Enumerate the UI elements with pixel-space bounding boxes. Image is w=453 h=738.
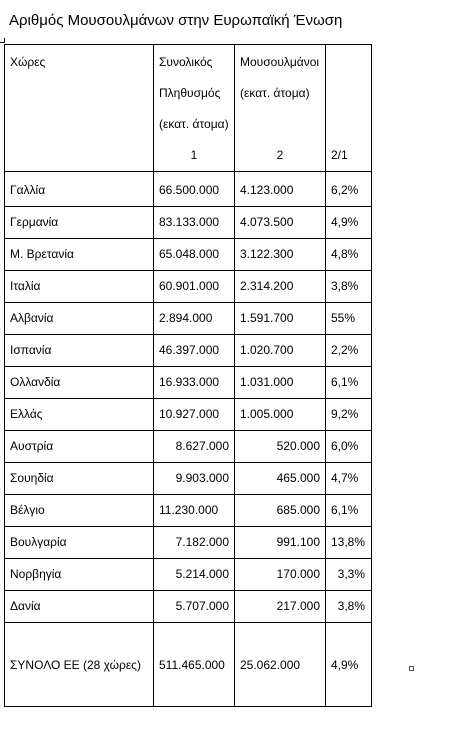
cell-population: 60.901.000 bbox=[154, 271, 235, 303]
table-row bbox=[5, 495, 372, 527]
cell-muslims: 991.100 bbox=[235, 527, 326, 559]
cell-muslims: 685.000 bbox=[235, 495, 326, 527]
cell-muslims: 4.123.000 bbox=[235, 172, 326, 207]
cell-total-label: ΣΥΝΟΛΟ ΕΕ (28 χώρες) bbox=[5, 623, 154, 707]
header-population-line1: Συνολικός bbox=[159, 55, 213, 69]
cell-ratio: 4,8% bbox=[326, 239, 372, 271]
cell-country: Βουλγαρία bbox=[5, 527, 154, 559]
cell-population: 7.182.000 bbox=[154, 527, 235, 559]
cell-muslims: 4.073.500 bbox=[235, 207, 326, 239]
table-row bbox=[5, 431, 372, 463]
cell-ratio: 6,1% bbox=[326, 495, 372, 527]
cell-ratio: 55% bbox=[326, 303, 372, 335]
header-country bbox=[5, 45, 154, 172]
header-ratio bbox=[326, 45, 372, 172]
cell-population: 9.903.000 bbox=[154, 463, 235, 495]
cell-country: Δανία bbox=[5, 591, 154, 623]
cell-ratio: 6,2% bbox=[326, 172, 372, 207]
header-muslims-index: 2 bbox=[276, 148, 284, 162]
cell-total-ratio: 4,9% bbox=[326, 623, 372, 707]
cell-muslims: 1.020.700 bbox=[235, 335, 326, 367]
cell-country: Αυστρία bbox=[5, 431, 154, 463]
cell-country: Ελλάς bbox=[5, 399, 154, 431]
table-move-handle[interactable] bbox=[0, 38, 5, 43]
header-country-label: Χώρες bbox=[10, 55, 46, 69]
cell-ratio: 4,7% bbox=[326, 463, 372, 495]
cell-ratio: 9,2% bbox=[326, 399, 372, 431]
cell-total-population: 511.465.000 bbox=[154, 623, 235, 707]
cell-muslims: 3.122.300 bbox=[235, 239, 326, 271]
cell-muslims: 465.000 bbox=[235, 463, 326, 495]
table-row bbox=[5, 335, 372, 367]
table-row bbox=[5, 172, 372, 207]
cell-muslims: 520.000 bbox=[235, 431, 326, 463]
cell-country: Νορβηγία bbox=[5, 559, 154, 591]
cell-ratio: 3,8% bbox=[326, 271, 372, 303]
cell-population: 10.927.000 bbox=[154, 399, 235, 431]
header-ratio-label: 2/1 bbox=[331, 148, 348, 162]
document-title: Αριθμός Μουσουλμάνων στην Ευρωπαϊκή Ένωση bbox=[9, 12, 343, 29]
cell-country: Ισπανία bbox=[5, 335, 154, 367]
cell-country: Ιταλία bbox=[5, 271, 154, 303]
cell-country: Γερμανία bbox=[5, 207, 154, 239]
cell-population: 16.933.000 bbox=[154, 367, 235, 399]
header-muslims bbox=[235, 45, 326, 172]
cell-population: 46.397.000 bbox=[154, 335, 235, 367]
cell-country: Σουηδία bbox=[5, 463, 154, 495]
cell-muslims: 170.000 bbox=[235, 559, 326, 591]
cell-ratio: 13,8% bbox=[326, 527, 372, 559]
table-row bbox=[5, 239, 372, 271]
cell-population: 83.133.000 bbox=[154, 207, 235, 239]
cell-ratio: 3,3% bbox=[326, 559, 372, 591]
cell-population: 5.214.000 bbox=[154, 559, 235, 591]
cell-population: 5.707.000 bbox=[154, 591, 235, 623]
cell-muslims: 1.005.000 bbox=[235, 399, 326, 431]
table-header-row bbox=[5, 45, 372, 172]
header-population-line2: Πληθυσμός bbox=[159, 86, 221, 100]
header-population-line3: (εκατ. άτομα) bbox=[159, 117, 229, 131]
cell-population: 8.627.000 bbox=[154, 431, 235, 463]
muslim-population-table bbox=[4, 44, 372, 707]
table-resize-handle[interactable] bbox=[409, 666, 414, 671]
cell-country: Μ. Βρετανία bbox=[5, 239, 154, 271]
cell-ratio: 3,8% bbox=[326, 591, 372, 623]
table-row bbox=[5, 463, 372, 495]
cell-ratio: 4,9% bbox=[326, 207, 372, 239]
cell-total-muslims: 25.062.000 bbox=[235, 623, 326, 707]
table-total-row bbox=[5, 623, 372, 707]
header-muslims-line2: (εκατ. άτομα) bbox=[240, 86, 310, 100]
cell-country: Ολλανδία bbox=[5, 367, 154, 399]
cell-country: Γαλλία bbox=[5, 172, 154, 207]
table-row bbox=[5, 271, 372, 303]
table-row bbox=[5, 559, 372, 591]
cell-population: 2.894.000 bbox=[154, 303, 235, 335]
cell-population: 65.048.000 bbox=[154, 239, 235, 271]
cell-ratio: 2,2% bbox=[326, 335, 372, 367]
table-row bbox=[5, 207, 372, 239]
table-row bbox=[5, 527, 372, 559]
cell-ratio: 6,0% bbox=[326, 431, 372, 463]
cell-ratio: 6,1% bbox=[326, 367, 372, 399]
header-population-index: 1 bbox=[190, 148, 198, 162]
cell-muslims: 217.000 bbox=[235, 591, 326, 623]
table-row bbox=[5, 303, 372, 335]
cell-population: 66.500.000 bbox=[154, 172, 235, 207]
cell-muslims: 1.591.700 bbox=[235, 303, 326, 335]
table-row bbox=[5, 591, 372, 623]
header-muslims-line1: Μουσουλμάνοι bbox=[240, 55, 320, 69]
cell-country: Αλβανία bbox=[5, 303, 154, 335]
header-population bbox=[154, 45, 235, 172]
table-row bbox=[5, 399, 372, 431]
table-row bbox=[5, 367, 372, 399]
cell-muslims: 2.314.200 bbox=[235, 271, 326, 303]
cell-muslims: 1.031.000 bbox=[235, 367, 326, 399]
cell-country: Βέλγιο bbox=[5, 495, 154, 527]
cell-population: 11.230.000 bbox=[154, 495, 235, 527]
